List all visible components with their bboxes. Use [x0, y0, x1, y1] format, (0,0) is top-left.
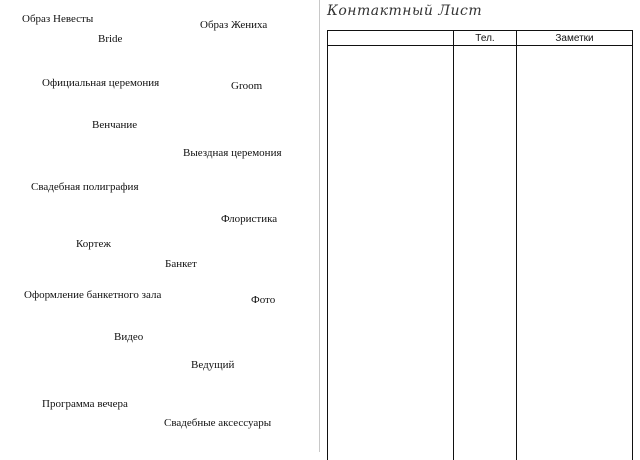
left-page [0, 0, 320, 452]
label-cortege: Кортеж [76, 238, 111, 251]
table-header-row [328, 31, 633, 46]
column-header-phone: Тел. [454, 31, 517, 46]
label-accessories: Свадебные аксессуары [164, 417, 271, 430]
label-host: Ведущий [191, 359, 234, 372]
contact-list-title: Контактный Лист [327, 3, 482, 19]
column-header-name [328, 31, 454, 46]
label-bride-look: Образ Невесты [22, 13, 93, 26]
column-header-notes: Заметки [517, 31, 633, 46]
label-official-ceremony: Официальная церемония [42, 77, 159, 90]
cell-phone[interactable] [454, 46, 517, 460]
label-video: Видео [114, 331, 143, 344]
label-banquet-hall-decor: Оформление банкетного зала [24, 289, 161, 302]
label-banquet: Банкет [165, 258, 197, 271]
contact-table [327, 30, 633, 460]
label-wedding-church: Венчание [92, 119, 137, 132]
label-printing: Свадебная полиграфия [31, 181, 139, 194]
cell-name[interactable] [328, 46, 454, 460]
label-evening-program: Программа вечера [42, 398, 128, 411]
label-groom-look: Образ Жениха [200, 19, 267, 32]
label-groom: Groom [231, 80, 262, 93]
table-body-row [328, 46, 633, 460]
right-page [321, 0, 640, 452]
label-floristics: Флористика [221, 213, 277, 226]
label-bride: Bride [98, 33, 122, 46]
label-outdoor-ceremony: Выездная церемония [183, 147, 282, 160]
cell-notes[interactable] [517, 46, 633, 460]
label-photo: Фото [251, 294, 275, 307]
